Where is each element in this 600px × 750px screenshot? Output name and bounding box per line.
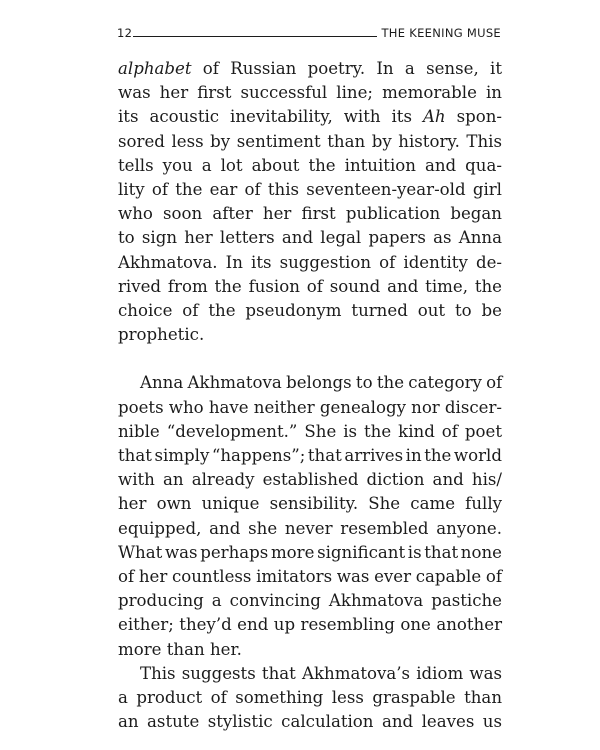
running-head xyxy=(117,22,501,40)
text-line: her own unique sensibility. She came fully xyxy=(118,494,502,514)
text-line: was her first successful line; memorable in xyxy=(118,83,502,103)
text-line: tells you a lot about the intuition and qua- xyxy=(118,155,502,175)
paragraph-1 xyxy=(118,57,502,347)
page-number: 12 xyxy=(117,26,133,40)
text-line: of her countless imitators was ever capable of xyxy=(118,566,502,586)
text-line: choice of the pseudonym turned out to be xyxy=(118,300,502,320)
italic-word: alphabet xyxy=(118,59,192,78)
paragraph-2 xyxy=(118,371,502,661)
text-line: a product of something less graspable than xyxy=(118,687,502,707)
italic-word: Ah xyxy=(422,107,446,127)
text-line: that simply “happens”; that arrives in the world xyxy=(118,446,502,465)
text-line: sored less by sentiment than by history. This xyxy=(118,131,502,151)
text-line: more than her. xyxy=(118,639,242,659)
paragraph-gap xyxy=(118,347,502,371)
text-line: equipped, and she never resembled anyone. xyxy=(118,518,502,538)
text-line: What was perhaps more significant is that none xyxy=(118,542,502,562)
paragraph-3 xyxy=(118,662,502,735)
text-line: an astute stylistic calculation and leaves us xyxy=(118,712,502,732)
running-title: THE KEENING MUSE xyxy=(381,26,501,40)
text-line: This suggests that Akhmatova’s idiom was xyxy=(140,663,502,683)
text-line xyxy=(118,57,502,81)
text-line: rived from the fusion of sound and time, the xyxy=(118,276,502,296)
text-segment: its acoustic inevitability, with its xyxy=(118,107,423,127)
text-segment: spon- xyxy=(445,107,502,127)
text-line: lity of the ear of this seventeen-year-old girl xyxy=(118,179,502,199)
text-line: either; they’d end up resembling one another xyxy=(118,615,502,635)
text-line: nible “development.” She is the kind of poet xyxy=(118,421,502,441)
text-line: Akhmatova. In its suggestion of identity de- xyxy=(118,252,502,272)
text-line: who soon after her first publication began xyxy=(118,204,502,224)
text-line: Anna Akhmatova belongs to the category of xyxy=(140,373,503,393)
text-line xyxy=(118,105,502,129)
text-segment: of Russian poetry. In a sense, it xyxy=(191,59,502,78)
header-rule xyxy=(133,36,377,37)
text-line: prophetic. xyxy=(118,325,205,345)
body-text xyxy=(118,57,502,734)
text-line: with an already established diction and his/ xyxy=(118,470,502,490)
text-line: producing a convincing Akhmatova pastiche xyxy=(118,591,502,611)
text-line: to sign her letters and legal papers as Anna xyxy=(118,228,502,248)
text-line: poets who have neither genealogy nor discer- xyxy=(118,397,502,417)
